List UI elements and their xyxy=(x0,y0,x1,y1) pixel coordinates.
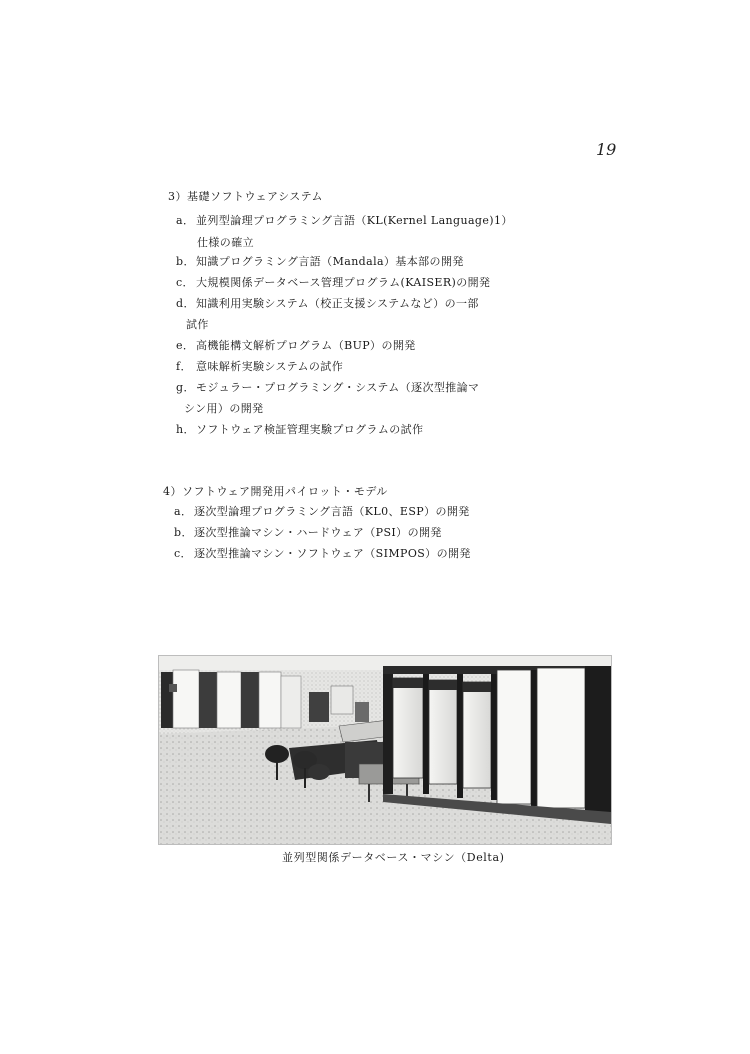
item-marker: a． xyxy=(174,505,193,518)
item-text: 知識プログラミング言語（Mandala）基本部の開発 xyxy=(196,255,464,268)
delta-machine-photo xyxy=(158,655,612,845)
photo-illustration xyxy=(159,656,611,844)
item-marker: f． xyxy=(176,360,192,373)
item-text: 並列型論理プログラミング言語（KL(Kernel Language)1） xyxy=(196,214,513,227)
section4-item-a xyxy=(174,503,470,519)
section4-heading: 4）ソフトウェア開発用パイロット・モデル xyxy=(163,485,388,498)
section4-item-b xyxy=(174,524,442,540)
item-text: 逐次型推論マシン・ソフトウェア（SIMPOS）の開発 xyxy=(194,547,471,560)
item-marker: c． xyxy=(176,276,194,289)
item-marker: b． xyxy=(176,255,195,268)
item-marker: b． xyxy=(174,526,193,539)
section3-item-g xyxy=(176,379,479,395)
section3-item-g-continuation: シン用）の開発 xyxy=(184,402,264,415)
item-text: 大規模関係データベース管理プログラム(KAISER)の開発 xyxy=(196,276,491,289)
item-text: 知識利用実験システム（校正支援システムなど）の一部 xyxy=(196,297,479,310)
page-number: 19 xyxy=(596,140,617,159)
section3-item-h xyxy=(176,421,423,437)
item-text: 逐次型論理プログラミング言語（KL0、ESP）の開発 xyxy=(194,505,470,518)
section4-item-c xyxy=(174,545,471,561)
item-marker: c． xyxy=(174,547,192,560)
section3-item-a xyxy=(176,212,513,228)
section3-item-d-continuation: 試作 xyxy=(186,318,209,331)
item-text: 逐次型推論マシン・ハードウェア（PSI）の開発 xyxy=(194,526,442,539)
item-text: モジュラー・プログラミング・システム（逐次型推論マ xyxy=(196,381,480,394)
section3-item-c xyxy=(176,274,490,290)
section3-item-e xyxy=(176,337,416,353)
item-marker: d． xyxy=(176,297,195,310)
item-text: ソフトウェア検証管理実験プログラムの試作 xyxy=(196,423,424,436)
item-marker: h． xyxy=(176,423,195,436)
item-marker: e． xyxy=(176,339,195,352)
section3-item-a-continuation: 仕様の確立 xyxy=(197,236,254,249)
item-text: 高機能構文解析プログラム（BUP）の開発 xyxy=(196,339,416,352)
photo-caption: 並列型関係データベース・マシン（Delta) xyxy=(282,851,505,864)
section3-item-d xyxy=(176,295,479,311)
item-text: 意味解析実験システムの試作 xyxy=(196,360,344,373)
section3-item-f xyxy=(176,358,343,374)
item-marker: g． xyxy=(176,381,195,394)
item-marker: a． xyxy=(176,214,195,227)
section3-heading: 3）基礎ソフトウェアシステム xyxy=(168,190,324,203)
section3-item-b xyxy=(176,253,464,269)
